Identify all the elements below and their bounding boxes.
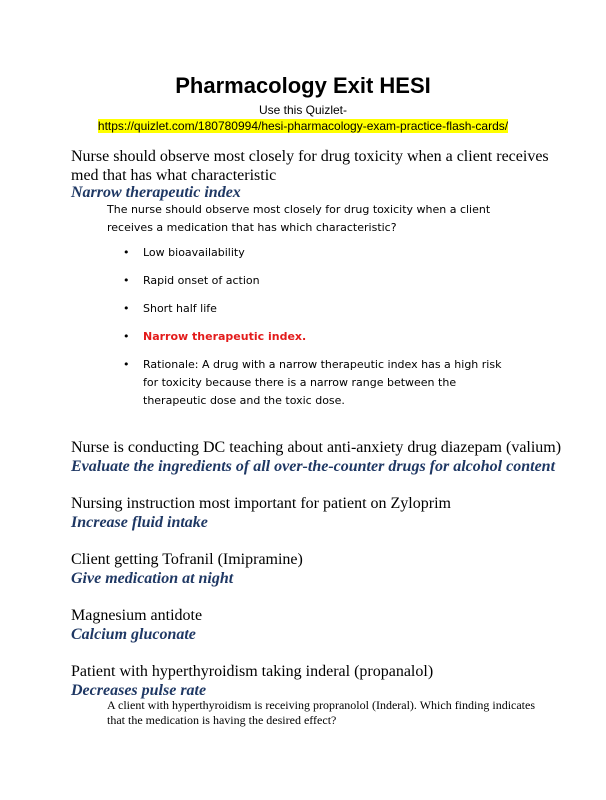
- bullet-icon: •: [123, 330, 130, 343]
- question-3: Nursing instruction most important for patient on Zyloprim: [71, 495, 451, 512]
- option-text: Narrow therapeutic index.: [143, 330, 307, 343]
- rationale-text: Rationale: A drug with a narrow therapeutic index has a high risk for toxicity because there is a narrow range between the therapeutic dose and the toxic dose.: [143, 358, 502, 407]
- bullet-icon: •: [123, 274, 130, 287]
- question-1-detail: The nurse should observe most closely for drug toxicity when a client receives a medication that has which characteristic?: [107, 203, 491, 234]
- quizlet-link-line: [0, 119, 606, 133]
- bullet-icon: •: [123, 302, 130, 315]
- answer-1: Narrow therapeutic index: [71, 184, 241, 201]
- question-2: Nurse is conducting DC teaching about anti-anxiety drug diazepam (valium): [71, 439, 562, 456]
- question-4: Client getting Tofranil (Imipramine): [71, 551, 303, 568]
- option-text: Short half life: [143, 302, 217, 315]
- answer-2: Evaluate the ingredients of all over-the-counter drugs for alcohol content: [71, 458, 556, 475]
- answer-5: Calcium gluconate: [71, 626, 196, 643]
- bullet-icon: •: [123, 358, 130, 371]
- answer-6: Decreases pulse rate: [71, 682, 207, 699]
- question-1: Nurse should observe most closely for drug toxicity when a client receives med that has what characteristic: [71, 148, 549, 184]
- question-6-detail: A client with hyperthyroidism is receiving propranolol (Inderal). Which finding indicates that the medication is having the desired effect?: [107, 698, 536, 727]
- option-text: Rapid onset of action: [143, 274, 260, 287]
- question-6: Patient with hyperthyroidism taking inderal (propanalol): [71, 663, 434, 680]
- answer-4: Give medication at night: [71, 570, 234, 587]
- question-5: Magnesium antidote: [71, 607, 203, 624]
- answer-3: Increase fluid intake: [71, 514, 208, 531]
- option-text: Low bioavailability: [143, 246, 245, 259]
- quizlet-link[interactable]: https://quizlet.com/180780994/hesi-pharmacology-exam-practice-flash-cards/: [97, 119, 509, 133]
- page-title: Pharmacology Exit HESI: [175, 73, 431, 98]
- page-subtitle: Use this Quizlet-: [258, 103, 348, 117]
- bullet-icon: •: [123, 246, 130, 259]
